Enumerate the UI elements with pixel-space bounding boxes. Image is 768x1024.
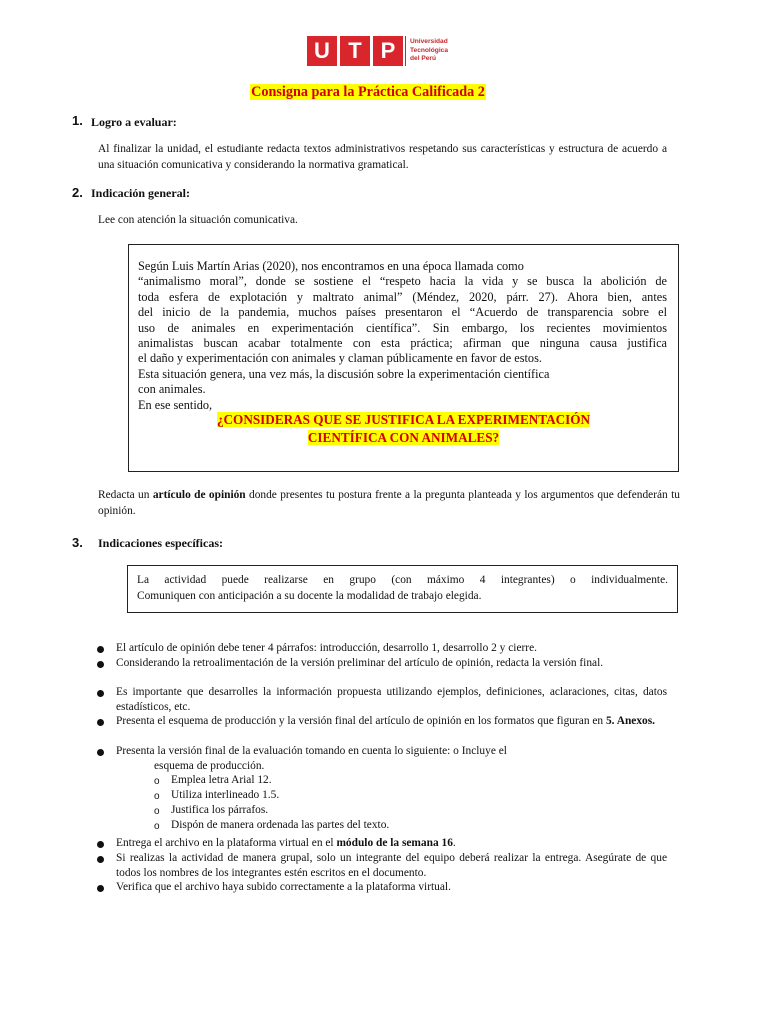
redacta-before: Redacta un	[98, 489, 153, 501]
situation-line: “animalismo moral”, donde se sostiene el “respeto hacia la vida y se busca la abolición de	[138, 274, 667, 289]
bullet-4	[116, 714, 667, 729]
situation-line: con animales.	[138, 382, 206, 397]
bullet-1: El artículo de opinión debe tener 4 párrafos: introducción, desarrollo 1, desarrollo 2 y cierre.	[116, 642, 537, 654]
bullet-6-bold: módulo de la semana 16	[336, 837, 453, 849]
bullet-6-text: Entrega el archivo en la plataforma virtual en el	[116, 837, 337, 849]
sub-marker: o	[154, 806, 160, 817]
sub-item: Dispón de manera ordenada las partes del texto.	[171, 819, 390, 831]
bullet-dot	[97, 690, 104, 697]
utp-logo	[307, 36, 457, 68]
section-2-number: 2.	[72, 185, 83, 200]
section-3-number: 3.	[72, 535, 83, 550]
bullet-4-text: Presenta el esquema de producción y la versión final del artículo de opinión en los formatos que figuran en	[116, 715, 606, 727]
section-2-label: Indicación general:	[91, 186, 190, 200]
sub-marker: o	[154, 821, 160, 832]
bullet-dot	[97, 646, 104, 653]
bullet-4-bold: 5. Anexos.	[605, 715, 656, 727]
redacta-after: donde presentes tu postura frente a la pregunta planteada y los argumentos que defenderán tu opinión.	[98, 489, 680, 517]
sub-item: Justifica los párrafos.	[171, 804, 269, 816]
bullet-dot	[97, 661, 104, 668]
redacta-bold: artículo de opinión	[152, 489, 246, 501]
bullet-5-line-1: Presenta la versión final de la evaluación tomando en cuenta lo siguiente: o Incluye el	[116, 745, 507, 757]
bullet-5	[116, 744, 667, 759]
logo-letter-p: P	[373, 36, 403, 66]
logo-divider	[405, 36, 406, 66]
question-line-1: ¿CONSIDERAS QUE SE JUSTIFICA LA EXPERIMENTACIÓN	[216, 412, 591, 427]
modality-line-2: Comuniquen con anticipación a su docente la modalidad de trabajo elegida.	[137, 589, 482, 602]
bullet-dot	[97, 856, 104, 863]
section-1-label: Logro a evaluar:	[91, 115, 177, 129]
bullet-6	[116, 836, 667, 851]
modality-line-1: La actividad puede realizarse en grupo (con máximo 4 integrantes) o individualmente.	[137, 574, 668, 586]
situation-line: Esta situación genera, una vez más, la discusión sobre la experimentación científica	[138, 366, 550, 381]
logo-subtext: Universidad Tecnológica del Perú	[410, 38, 448, 63]
sub-marker: o	[154, 791, 160, 802]
bullet-5-line-2: esquema de producción.	[154, 760, 265, 772]
bullet-6-end: .	[452, 837, 456, 849]
situation-line: el daño y experimentación con animales y claman públicamente en favor de estos.	[138, 351, 542, 366]
question-highlight	[129, 411, 678, 447]
logo-letter-t: T	[340, 36, 370, 66]
situation-box	[128, 244, 679, 472]
section-3-label: Indicaciones específicas:	[98, 536, 223, 550]
situation-line: En ese sentido,	[138, 397, 213, 412]
situation-line: uso de animales en experimentación científica”. Sin embargo, los recientes movimientos	[138, 320, 667, 335]
page-title	[0, 83, 736, 101]
bullet-dot	[97, 841, 104, 848]
modality-box	[127, 565, 678, 613]
situation-line: del inicio de la pandemia, muchos países presentaron el “Acuerdo de transparencia sobre el	[138, 305, 667, 320]
situation-text	[138, 259, 667, 413]
indicacion-paragraph: Lee con atención la situación comunicativa.	[98, 214, 298, 226]
sub-item: Utiliza interlineado 1.5.	[171, 789, 280, 801]
situation-line: animalistas buscan acabar totalmente con esta práctica; afirman que ninguna causa justifica	[138, 336, 667, 351]
situation-line: toda esfera de explotación y maltrato animal” (Méndez, 2020, párr. 27). Ahora bien, antes	[138, 289, 667, 304]
bullet-7: Si realizas la actividad de manera grupal, solo un integrante del equipo deberá realizar la entrega. Asegúrate de que todos los nombres de los integrantes estén escritos en el documento.	[116, 852, 667, 879]
section-1-number: 1.	[72, 113, 83, 128]
question-line-2: CIENTÍFICA CON ANIMALES?	[307, 430, 500, 445]
modality-text	[137, 573, 668, 604]
bullet-8: Verifica que el archivo haya subido correctamente a la plataforma virtual.	[116, 881, 451, 893]
sub-item: Emplea letra Arial 12.	[171, 774, 272, 786]
redacta-paragraph	[98, 488, 680, 519]
page-title-text: Consigna para la Práctica Calificada 2	[251, 84, 485, 100]
bullet-dot	[97, 719, 104, 726]
logo-letter-u: U	[307, 36, 337, 66]
bullet-dot	[97, 885, 104, 892]
situation-line: Según Luis Martín Arias (2020), nos encontramos en una época llamada como	[138, 259, 524, 273]
logro-paragraph: Al finalizar la unidad, el estudiante redacta textos administrativos respetando sus características y estructura de acuerdo a una situación comunicativa y considerando la normativa gramatical.	[98, 143, 667, 171]
bullet-3: Es importante que desarrolles la información propuesta utilizando ejemplos, definiciones, aclaraciones, citas, datos estadísticos, etc.	[116, 686, 667, 713]
bullet-2: Considerando la retroalimentación de la versión preliminar del artículo de opinión, redacta la versión final.	[116, 657, 604, 669]
bullet-dot	[97, 749, 104, 756]
sub-marker: o	[154, 776, 160, 787]
